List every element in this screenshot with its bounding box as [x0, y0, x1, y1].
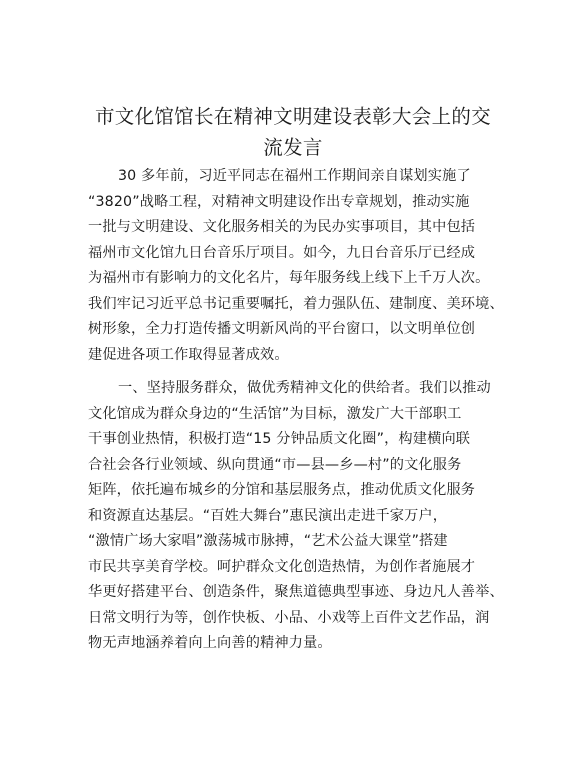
text-line: 矩阵，依托遍布城乡的分馆和基层服务点，推动优质文化服务 — [88, 482, 476, 498]
text-line: “3820”战略工程，对精神文明建设作出专章规划，推动实施 — [88, 193, 470, 210]
text-line: 30 多年前，习近平同志在福州工作期间亲自谋划实施了 — [118, 168, 471, 184]
text-line: 日常文明行为等，创作快板、小品、小戏等上百件文艺作品，润 — [88, 609, 490, 626]
text-line: 干事创业热情，积极打造“15 分钟品质文化圈”，构建横向联 — [88, 431, 471, 447]
text-line: 文化馆成为群众身边的“生活馆”为目标，激发广大干部职工 — [88, 405, 462, 422]
text-line: 华更好搭建平台、创造条件，聚焦道德典型事迹、身边凡人善举、 — [88, 584, 504, 600]
text-line: 一批与文明建设、文化服务相关的为民办实事项目，其中包括 — [88, 219, 476, 235]
paragraph-2 — [88, 376, 508, 657]
title-line: 市文化馆馆长在精神文明建设表彰大会上的交 — [94, 105, 491, 128]
text-line: 和资源直达基层。“百姓大舞台”惠民演出走进千家万户， — [88, 507, 448, 524]
text-line: 合社会各行业领域、纵向贯通“市—县—乡—村”的文化服务 — [88, 456, 462, 473]
text-line: 我们牢记习近平总书记重要嘱托，着力强队伍、建制度、美环境、 — [88, 295, 504, 312]
paragraph-1 — [88, 164, 508, 368]
text-line: 福州市文化馆九日台音乐厅项目。如今，九日台音乐厅已经成 — [88, 244, 476, 261]
text-line: 建促进各项工作取得显著成效。 — [88, 346, 289, 363]
text-line: 树形象，全力打造传播文明新风尚的平台窗口，以文明单位创 — [88, 321, 476, 337]
document-body — [88, 164, 508, 657]
text-line: “激情广场大家唱”激荡城市脉搏，“艺术公益大课堂”搭建 — [88, 533, 448, 549]
text-line: 一、坚持服务群众，做优秀精神文化的供给者。我们以推动 — [118, 380, 491, 396]
text-line: 物无声地涵养着向上向善的精神力量。 — [88, 635, 332, 651]
title-line: 流发言 — [263, 136, 323, 159]
text-line: 为福州市有影响力的文化名片，每年服务线上线下上千万人次。 — [88, 270, 490, 286]
document-title — [80, 101, 506, 163]
text-line: 市民共享美育学校。呵护群众文化创造热情，为创作者施展才 — [88, 558, 476, 575]
